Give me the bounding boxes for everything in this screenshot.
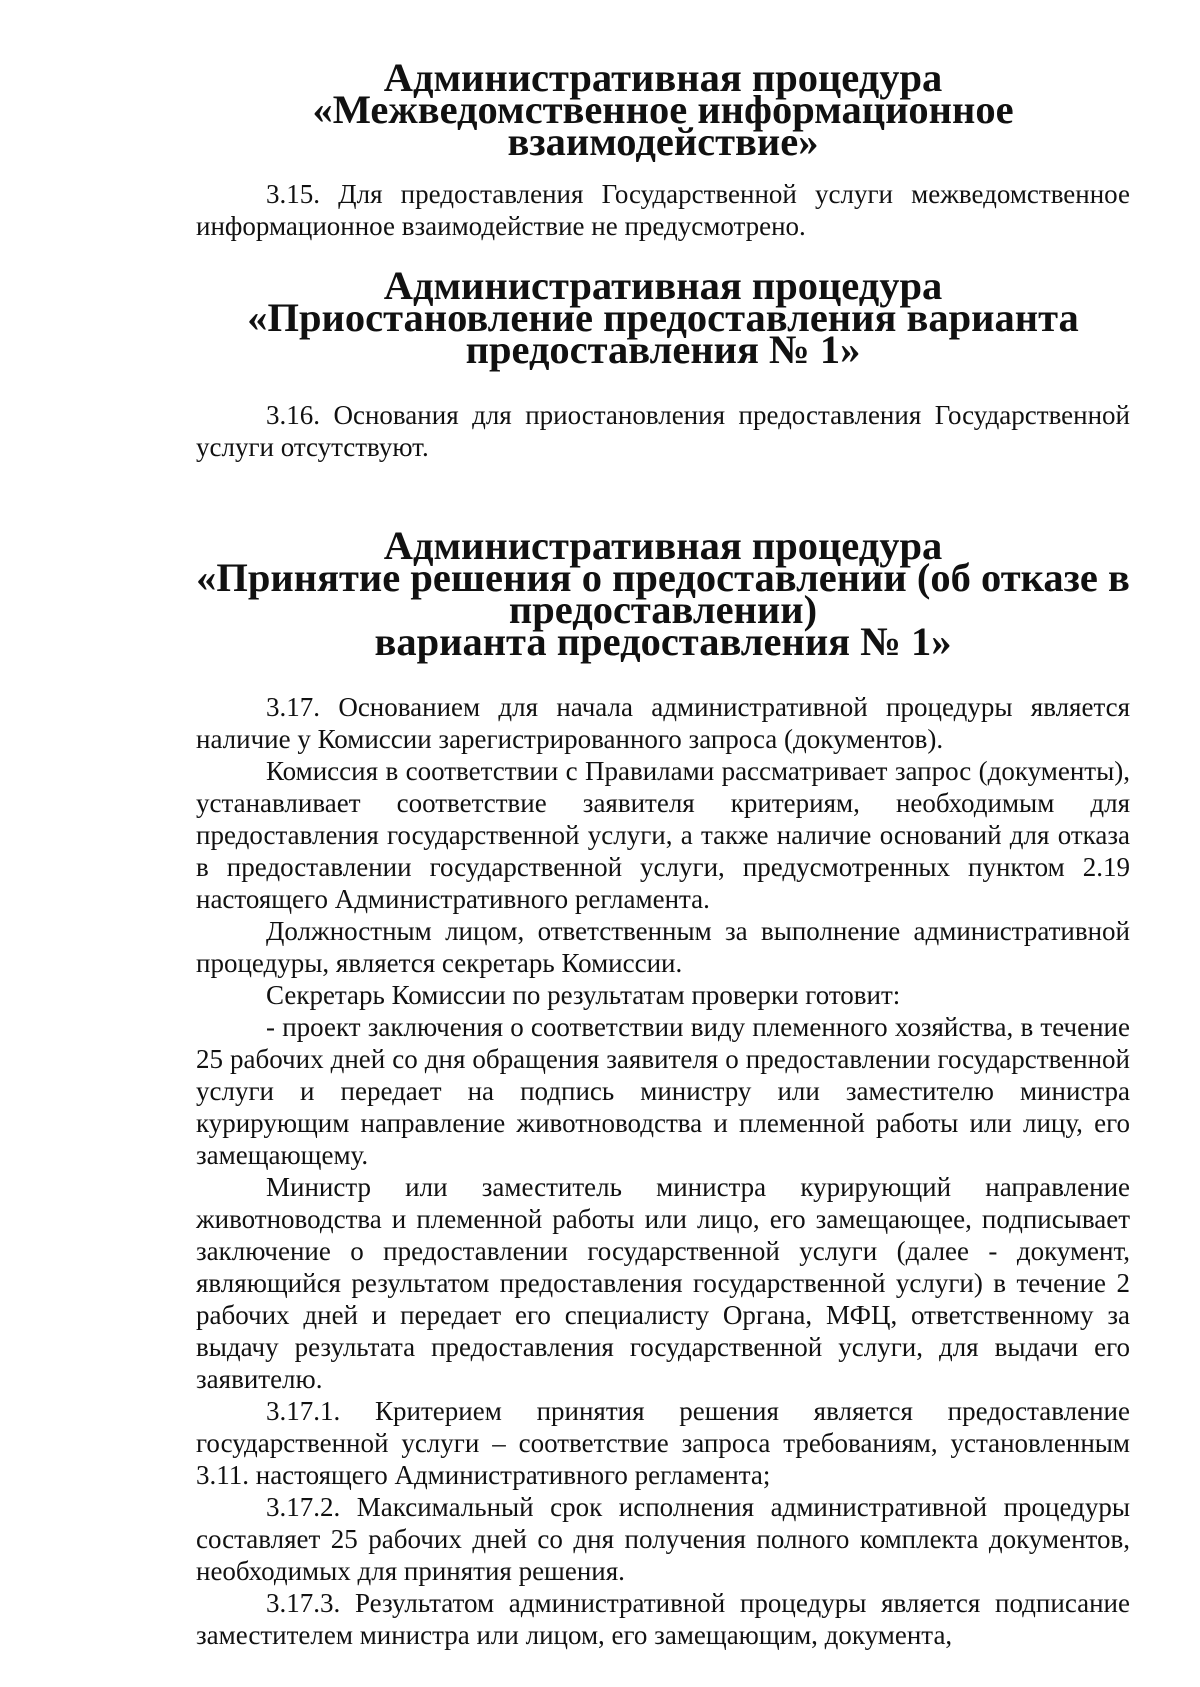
document-page <box>196 55 1130 1651</box>
paragraph-responsible-official: Должностным лицом, ответственным за выполнение административной процедуры, является секретарь Комиссии. <box>196 916 1130 978</box>
paragraph-secretary-prepares: Секретарь Комиссии по результатам проверки готовит: <box>266 980 901 1010</box>
paragraph-3-16: 3.16. Основания для приостановления предоставления Государственной услуги отсутствуют. <box>196 400 1130 462</box>
paragraph-3-17-1: 3.17.1. Критерием принятия решения является предоставление государственной услуги – соответствие запроса требованиям, установленным 3.11. настоящего Административного регламента; <box>196 1396 1130 1490</box>
heading-line: «Принятие решения о предоставлении (об отказе в предоставлении) <box>196 555 1130 632</box>
heading-line: Административная процедура <box>383 55 943 100</box>
paragraph-3-15: 3.15. Для предоставления Государственной услуги межведомственное информационное взаимодействие не предусмотрено. <box>196 179 1130 241</box>
paragraph-draft-conclusion: - проект заключения о соответствии виду племенного хозяйства, в течение 25 рабочих дней со дня обращения заявителя о предоставлении государственной услуги и передает на подпись министру или заместителю министра курирующим направление животноводства и племенной работы или лицу, его замещающему. <box>196 1012 1130 1170</box>
section-heading-3-17 <box>196 523 1130 664</box>
paragraph-3-17-2: 3.17.2. Максимальный срок исполнения административной процедуры составляет 25 рабочих дней со дня получения полного комплекта документов, необходимых для принятия решения. <box>196 1492 1130 1586</box>
heading-line: варианта предоставления № 1» <box>374 619 952 664</box>
heading-line: Административная процедура <box>383 523 943 568</box>
heading-line: «Межведомственное информационное взаимодействие» <box>312 87 1014 164</box>
section-heading-3-15 <box>196 55 1130 164</box>
paragraph-minister-signs: Министр или заместитель министра курирующий направление животноводства и племенной работы или лицо, его замещающее, подписывает заключение о предоставлении государственной услуги (далее - документ, являющийся результатом предоставления государственной услуги) в течение 2 рабочих дней и передает его специалисту Органа, МФЦ, ответственному за выдачу результата предоставления государственной услуги, для выдачи его заявителю. <box>196 1172 1130 1394</box>
heading-line: Административная процедура <box>383 263 943 308</box>
paragraph-3-17-3: 3.17.3. Результатом административной процедуры является подписание заместителем министра или лицом, его замещающим, документа, <box>196 1588 1130 1650</box>
heading-line: «Приостановление предоставления варианта предоставления № 1» <box>247 295 1079 372</box>
section-heading-3-16 <box>196 263 1130 372</box>
paragraph-commission-review: Комиссия в соответствии с Правилами рассматривает запрос (документы), устанавливает соответствие заявителя критериям, необходимым для предоставления государственной услуги, а также наличие оснований для отказа в предоставлении государственной услуги, предусмотренных пунктом 2.19 настоящего Административного регламента. <box>196 756 1130 914</box>
paragraph-3-17: 3.17. Основанием для начала административной процедуры является наличие у Комиссии зарегистрированного запроса (документов). <box>196 692 1130 754</box>
